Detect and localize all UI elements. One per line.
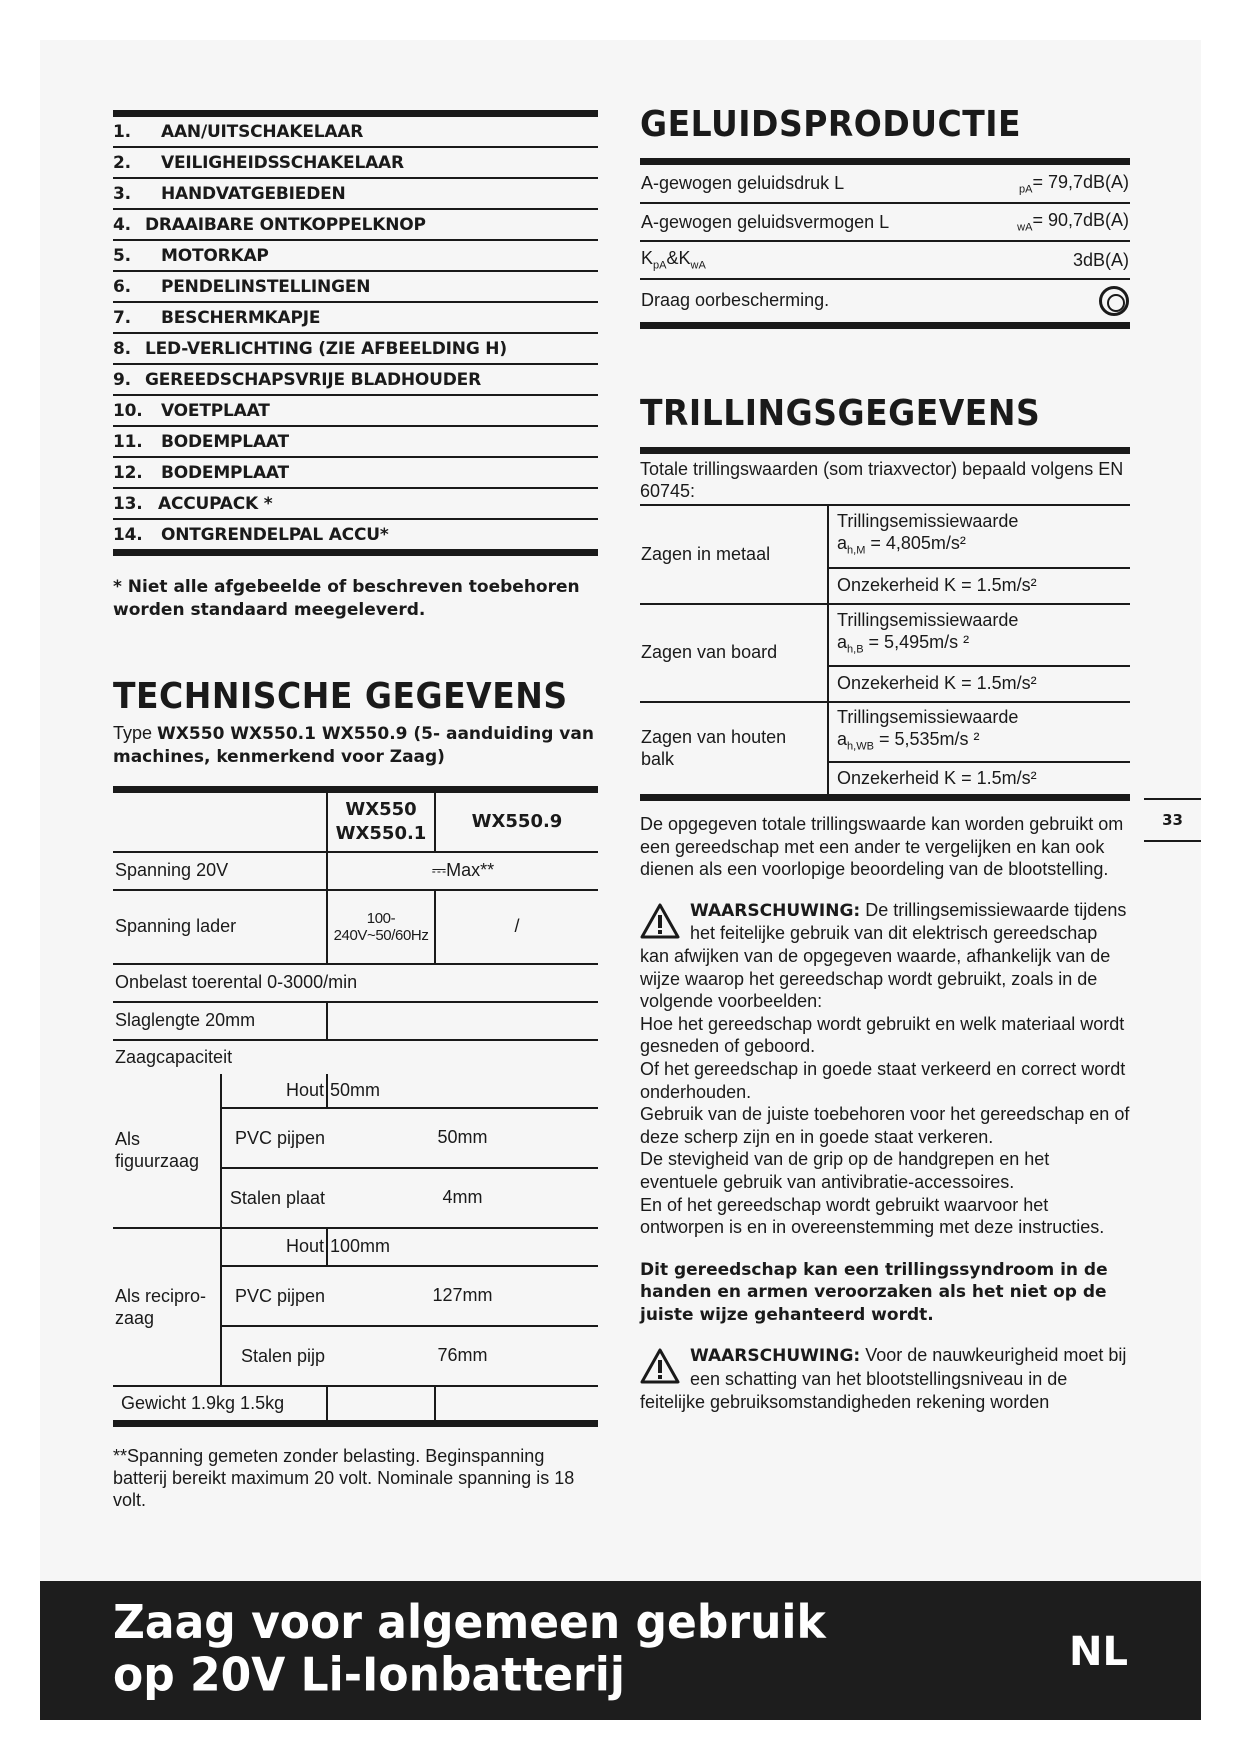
type-models: WX550 WX550.1 WX550.9 (5- aanduiding van machines, kenmerkend voor Zaag) (113, 724, 594, 767)
noise-heading: GELUIDSPRODUCTIE (640, 102, 1022, 145)
vibration-rule (640, 447, 1130, 454)
item-number: 13. (113, 494, 143, 514)
warning-label: WAARSCHUWING: (690, 1346, 861, 1367)
subscript: wA (690, 259, 706, 272)
recip-label: Als recipro-zaag (113, 1228, 221, 1386)
noise-pressure-value (977, 165, 1130, 203)
footer-title (113, 1597, 826, 1702)
list-item (113, 179, 598, 210)
noise-pressure-label (640, 165, 977, 203)
charger-value-2: / (435, 890, 598, 964)
list-item (113, 427, 598, 458)
jig-wood-label: Hout (221, 1074, 327, 1108)
value-text: = 5,535m/s ² (878, 728, 980, 749)
warning-2 (640, 1344, 1130, 1413)
item-label: MOTORKAP (161, 246, 269, 266)
uncertainty-value: 3dB(A) (977, 241, 1130, 279)
rec-wood-label: Hout (221, 1228, 327, 1266)
k-symbol: &K (666, 248, 691, 269)
vibration-intro: Totale trillingswaarden (som triaxvector) bepaald volgens EN 60745: (640, 458, 1130, 506)
dc-symbol-icon: ⎓ (431, 860, 447, 880)
item-number: 2. (113, 153, 131, 173)
item-label: VEILIGHEIDSSCHAKELAAR (161, 153, 404, 173)
uncertainty-label (640, 241, 977, 279)
noise-power-label (640, 203, 977, 241)
parts-list (113, 110, 598, 556)
k-symbol: K (641, 248, 654, 269)
emission-label: Trillingsemissiewaarde (837, 511, 1019, 532)
warning-text: De trillingsemissiewaarde tijdens het feitelijke gebruik van dit elektrisch gereedschap kan afwijken van de opgegeven waarde, afhankelijk van de wijze waarop het gereedschap wordt gebruikt, zoals in de volgende voorbeelden: (640, 899, 1127, 1012)
list-item (113, 458, 598, 489)
list-item (113, 272, 598, 303)
voltage-footnote: **Spanning gemeten zonder belasting. Beginspanning batterij bereikt maximum 20 volt. Nominale spanning is 18 volt. (113, 1446, 575, 1510)
vib-row-label: Zagen van board (640, 604, 828, 702)
item-number: 10. (113, 401, 143, 421)
type-prefix: Type (113, 723, 153, 743)
rec-pvc-value: 127mm (327, 1266, 598, 1326)
item-label: HANDVATGEBIEDEN (161, 184, 346, 204)
footer-title-line1: Zaag voor algemeen gebruik (113, 1595, 826, 1650)
warning-triangle-icon (640, 903, 680, 939)
rec-wood-value: 100mm (327, 1228, 598, 1266)
list-item (113, 303, 598, 334)
noise-power-value (977, 203, 1130, 241)
item-label: ACCUPACK * (158, 494, 273, 514)
tech-heading: TECHNISCHE GEGEVENS (113, 674, 568, 717)
item-label: BESCHERMKAPJE (161, 308, 321, 328)
ear-protection-icon (1099, 286, 1129, 316)
ear-protection-label: Draag oorbescherming. (640, 279, 977, 325)
item-number: 7. (113, 308, 131, 328)
list-item (113, 241, 598, 272)
item-number: 5. (113, 246, 131, 266)
list-item (113, 210, 598, 241)
symbol: a (837, 631, 848, 652)
stroke-length: Slaglengte 20mm (113, 1002, 327, 1040)
label-text: A-gewogen geluidsdruk L (641, 173, 845, 193)
value-text: = 5,495m/s ² (868, 631, 970, 652)
col-header-wx550-9: WX550.9 (435, 790, 598, 852)
voltage-label: Spanning 20V (113, 852, 327, 890)
item-label: PENDELINSTELLINGEN (161, 277, 371, 297)
symbol: a (837, 533, 848, 554)
charger-value: 100-240V~50/60Hz (327, 890, 435, 964)
item-label: BODEMPLAAT (161, 432, 289, 452)
jig-pvc-label: PVC pijpen (221, 1108, 327, 1168)
item-number: 9. (113, 370, 131, 390)
emission-label: Trillingsemissiewaarde (837, 706, 1019, 727)
label-text: A-gewogen geluidsvermogen L (641, 211, 890, 232)
footer-banner (40, 1581, 1201, 1720)
vib-uncertainty: Onzekerheid K = 1.5m/s² (828, 762, 1130, 798)
item-number: 3. (113, 184, 131, 204)
subscript: pA (653, 259, 667, 272)
jig-wood-value: 50mm (327, 1074, 598, 1108)
emission-label: Trillingsemissiewaarde (837, 609, 1019, 630)
type-line (113, 722, 598, 768)
list-item (113, 334, 598, 365)
item-label: ONTGRENDELPAL ACCU* (161, 525, 389, 545)
value-text: = 79,7dB(A) (1032, 171, 1129, 192)
list-item: De stevigheid van de grip op de handgrepen en het eventuele gebruik van antivibratie-accessoires. (640, 1149, 1050, 1192)
right-column (640, 100, 1130, 1413)
voltage-max: Max** (446, 860, 495, 880)
warning-list (640, 1013, 1130, 1239)
item-label: BODEMPLAAT (161, 463, 289, 483)
language-code: NL (1069, 1629, 1128, 1675)
vibration-para: De opgegeven totale trillingswaarde kan worden gebruikt om een gereedschap met een ander te vergelijken en kan ook dienen als een voorlopige beoordeling van de blootstelling. (640, 814, 1124, 880)
subscript: pA (1018, 183, 1033, 196)
jig-pvc-value: 50mm (327, 1108, 598, 1168)
list-item: Gebruik van de juiste toebehoren voor het gereedschap en of deze scherp zijn en in goede staat verkeren. (640, 1104, 1130, 1147)
saw-capacity: Zaagcapaciteit (115, 1046, 233, 1067)
warning-triangle-icon (640, 1348, 680, 1384)
vibration-syndrome-warning: Dit gereedschap kan een trillingssyndroom in de handen en armen veroorzaken als het niet op de juiste wijze gehanteerd wordt. (640, 1259, 1108, 1325)
vib-uncertainty: Onzekerheid K = 1.5m/s² (828, 568, 1130, 604)
rec-pvc-label: PVC pijpen (221, 1266, 327, 1326)
list-item (113, 365, 598, 396)
item-label: DRAAIBARE ONTKOPPELKNOP (145, 215, 426, 235)
item-number: 6. (113, 277, 131, 297)
left-column (113, 110, 598, 1511)
list-item: Hoe het gereedschap wordt gebruikt en welk materiaal wordt gesneden of geboord. (640, 1013, 1125, 1057)
vib-row-label: Zagen van houten balk (640, 702, 828, 798)
list-item: En of het gereedschap wordt gebruikt waarvoor het ontworpen is en in overeenstemming met deze instructies. (640, 1194, 1105, 1238)
no-load-speed: Onbelast toerental 0-3000/min (113, 964, 598, 1002)
noise-rule (640, 158, 1130, 165)
weight: Gewicht 1.9kg 1.5kg (113, 1386, 327, 1424)
voltage-value (327, 852, 598, 890)
item-label: AAN/UITSCHAKELAAR (161, 122, 364, 142)
vibration-heading: TRILLINGSGEGEVENS (640, 390, 1041, 434)
col-header-wx550 (327, 790, 435, 852)
vib-emission (828, 702, 1130, 762)
col-header-line2: WX550.1 (335, 822, 427, 844)
subscript: h,M (847, 544, 866, 557)
rec-steel-value: 76mm (327, 1326, 598, 1386)
list-item (113, 396, 598, 427)
list-item (113, 148, 598, 179)
warning-text: Voor de nauwkeurigheid moet bij een schatting van het blootstellingsniveau in de feitelijke gebruiksomstandigheden rekening worden (640, 1345, 1127, 1412)
list-item (113, 489, 598, 520)
vibration-table (640, 506, 1130, 802)
noise-table (640, 165, 1130, 329)
vib-emission (828, 604, 1130, 666)
list-item: Of het gereedschap in goede staat verkeerd en correct wordt onderhouden. (640, 1058, 1126, 1102)
vib-row-label: Zagen in metaal (640, 506, 828, 604)
col-header-line1: WX550 (345, 798, 417, 820)
value-text: = 4,805m/s² (870, 533, 966, 554)
subscript: h,WB (847, 740, 874, 753)
jig-steel-label: Stalen plaat (221, 1168, 327, 1228)
rec-steel-label: Stalen pijp (221, 1326, 327, 1386)
vib-uncertainty: Onzekerheid K = 1.5m/s² (828, 666, 1130, 702)
subscript: h,B (847, 643, 864, 656)
jig-steel-value: 4mm (327, 1168, 598, 1228)
footer-title-line2: op 20V Li-Ionbatterij (113, 1648, 625, 1702)
item-number: 8. (113, 339, 131, 359)
item-label: VOETPLAAT (161, 401, 270, 421)
subscript: wA (1017, 221, 1033, 234)
list-item (113, 520, 598, 556)
warning-label: WAARSCHUWING: (690, 900, 861, 921)
item-number: 14. (113, 525, 143, 545)
charger-label: Spanning lader (113, 890, 327, 964)
jigsaw-label: Als figuurzaag (113, 1074, 221, 1228)
item-label: LED-VERLICHTING (ZIE AFBEELDING H) (145, 339, 507, 359)
item-number: 12. (113, 463, 143, 483)
item-number: 1. (113, 122, 131, 142)
symbol: a (837, 728, 848, 749)
item-number: 11. (113, 432, 143, 452)
value-text: = 90,7dB(A) (1032, 210, 1129, 231)
item-number: 4. (113, 215, 131, 235)
warning-1 (640, 899, 1130, 1013)
page-number: 33 (1144, 798, 1201, 842)
parts-note: * Niet alle afgebeelde of beschreven toebehoren worden standaard meegeleverd. (113, 577, 580, 620)
vib-emission (828, 506, 1130, 568)
item-label: GEREEDSCHAPSVRIJE BLADHOUDER (145, 370, 481, 390)
tech-table (113, 786, 598, 1427)
list-item (113, 117, 598, 148)
